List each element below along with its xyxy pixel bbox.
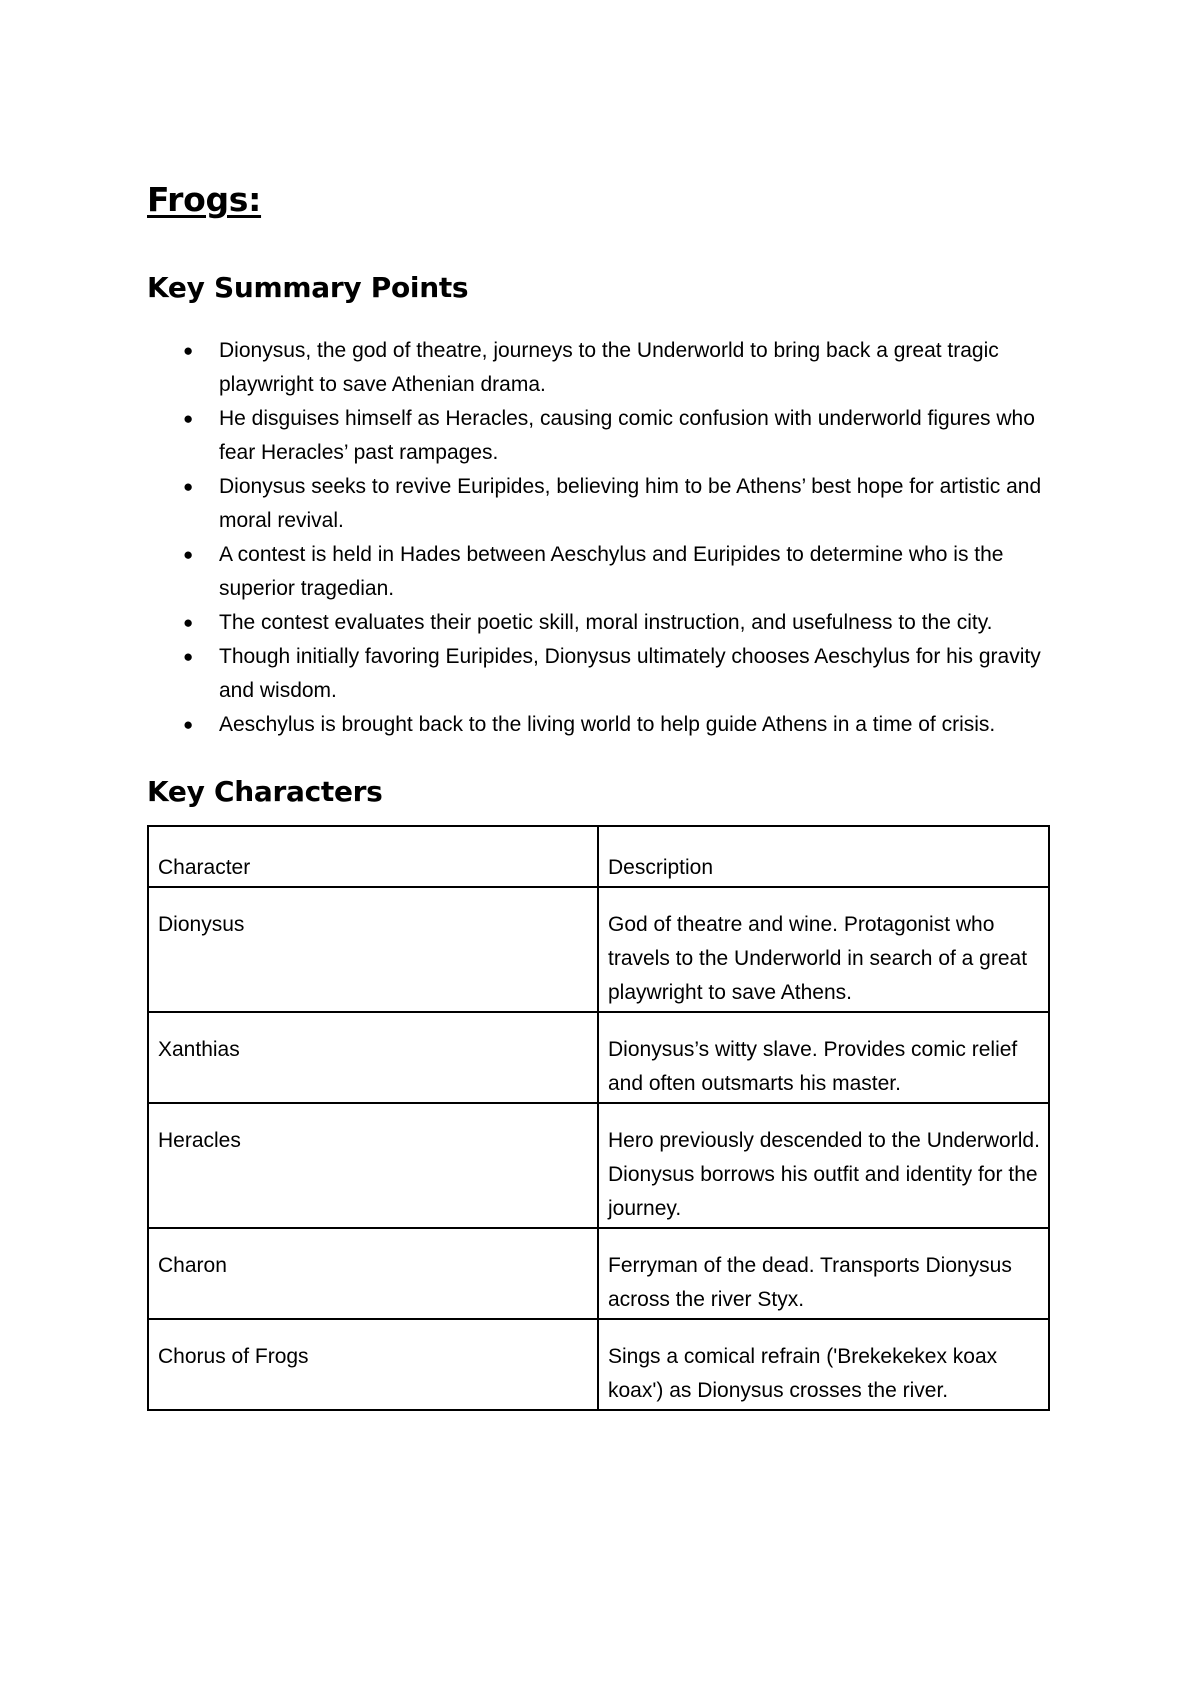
summary-point-text: Though initially favoring Euripides, Dionysus ultimately chooses Aeschylus for his gravity and wisdom. xyxy=(219,645,1041,703)
summary-point xyxy=(147,640,1067,708)
table-row xyxy=(148,1319,1049,1410)
character-name: Heracles xyxy=(148,1103,598,1228)
character-name: Chorus of Frogs xyxy=(148,1319,598,1410)
characters-table xyxy=(147,825,1050,1411)
bullet-icon: ● xyxy=(183,409,194,429)
character-description: Hero previously descended to the Underworld. Dionysus borrows his outfit and identity for the journey. xyxy=(598,1103,1049,1228)
table-row xyxy=(148,1103,1049,1228)
summary-point xyxy=(147,402,1067,470)
table-row xyxy=(148,887,1049,1012)
summary-point xyxy=(147,538,1067,606)
document-title: Frogs: xyxy=(147,180,262,219)
character-description: God of theatre and wine. Protagonist who travels to the Underworld in search of a great playwright to save Athens. xyxy=(598,887,1049,1012)
summary-point xyxy=(147,708,1067,742)
bullet-icon: ● xyxy=(183,341,194,361)
summary-point-text: He disguises himself as Heracles, causing comic confusion with underworld figures who fear Heracles’ past rampages. xyxy=(219,407,1035,465)
character-name: Dionysus xyxy=(148,887,598,1012)
characters-heading: Key Characters xyxy=(147,775,383,809)
summary-point-text: The contest evaluates their poetic skill, moral instruction, and usefulness to the city. xyxy=(219,611,993,635)
summary-point-text: Dionysus, the god of theatre, journeys to the Underworld to bring back a great tragic playwright to save Athenian drama. xyxy=(219,339,999,397)
character-description: Sings a comical refrain ('Brekekekex koax koax') as Dionysus crosses the river. xyxy=(598,1319,1049,1410)
summary-heading: Key Summary Points xyxy=(147,270,469,304)
summary-point xyxy=(147,470,1067,538)
character-name: Xanthias xyxy=(148,1012,598,1103)
summary-list xyxy=(147,334,1067,742)
bullet-icon: ● xyxy=(183,545,194,565)
summary-point-text: A contest is held in Hades between Aeschylus and Euripides to determine who is the superior tragedian. xyxy=(219,543,1004,601)
summary-point-text: Dionysus seeks to revive Euripides, believing him to be Athens’ best hope for artistic and moral revival. xyxy=(219,475,1042,533)
summary-point-text: Aeschylus is brought back to the living world to help guide Athens in a time of crisis. xyxy=(219,713,996,737)
bullet-icon: ● xyxy=(183,715,194,735)
character-name: Charon xyxy=(148,1228,598,1319)
summary-point xyxy=(147,606,1067,640)
table-row xyxy=(148,1012,1049,1103)
summary-point xyxy=(147,334,1067,402)
bullet-icon: ● xyxy=(183,647,194,667)
character-description: Dionysus’s witty slave. Provides comic relief and often outsmarts his master. xyxy=(598,1012,1049,1103)
bullet-icon: ● xyxy=(183,477,194,497)
bullet-icon: ● xyxy=(183,613,194,633)
table-header-row xyxy=(148,826,1049,887)
column-header-character: Character xyxy=(148,826,598,887)
character-description: Ferryman of the dead. Transports Dionysus across the river Styx. xyxy=(598,1228,1049,1319)
document-page xyxy=(147,180,1047,1411)
table-row xyxy=(148,1228,1049,1319)
column-header-description: Description xyxy=(598,826,1049,887)
